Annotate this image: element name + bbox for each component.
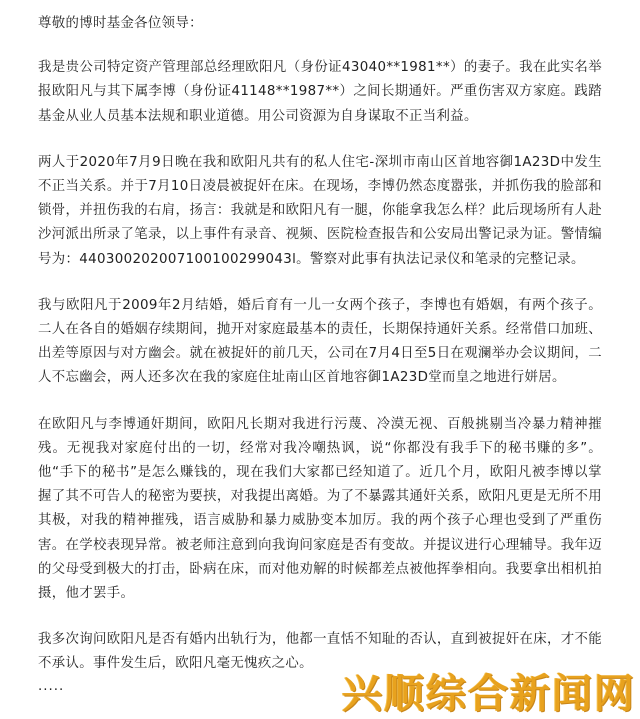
paragraph-3: 我与欧阳凡于2009年2月结婚，婚后育有一儿一女两个孩子，李博也有婚姻，有两个孩子。二人在各自的婚姻存续期间，抛开对家庭最基本的责任，长期保持通奸关系。经常借口加班、出差等原因与对方幽会。就在被捉奸的前几天，公司在7月4日至5日在观澜举办会议期间，二人不忘幽会，两人还多次在我的家庭住址南山区首地容御1A23D堂而皇之地进行姘居。 xyxy=(38,297,602,386)
salutation: 尊敬的博时基金各位领导： xyxy=(38,16,203,31)
watermark-logo xyxy=(342,666,636,717)
watermark-text: 兴顺综合新闻网 xyxy=(342,670,636,717)
paragraph-2: 两人于2020年7月9日晚在我和欧阳凡共有的私人住宅-深圳市南山区首地容御1A23D中发生不正当关系。并于7月10日凌晨被捉奸在床。在现场，李博仍然态度嚣张，并抓伤我的脸部和锁骨，并扭伤我的右肩，扬言：我就是和欧阳凡有一腿，你能拿我怎么样？此后现场所有人赴沙河派出所录了笔录，以上事件有录音、视频、医院检查报告和公安局出警记录为证。警情编号为：440300202007100100299043l。警察对此事有执法记录仪和笔录的完整记录。 xyxy=(38,154,602,267)
paragraph-5: 我多次询问欧阳凡是否有婚内出轨行为，他都一直恬不知耻的否认，直到被捉奸在床，才不能不承认。事件发生后，欧阳凡毫无愧疚之心。 xyxy=(38,632,602,672)
paragraph-4: 在欧阳凡与李博通奸期间，欧阳凡长期对我进行污蔑、冷漠无视、百般挑剔当冷暴力精神摧残。无视我对家庭付出的一切，经常对我冷嘲热讽，说“你都没有我手下的秘书赚的多”。他“手下的秘书”是怎么赚钱的，现在我们大家都已经知道了。近几个月，欧阳凡被李博以掌握了其不可告人的秘密为要挟，对我提出离婚。为了不暴露其通奸关系，欧阳凡更是无所不用其极，对我的精神摧残，语言威胁和暴力威胁变本加厉。我的两个孩子心理也受到了严重伤害。在学校表现异常。被老师注意到向我询问家庭是否有变故。并提议进行心理辅导。我年迈的父母受到极大的打击，卧病在床，而对他劝解的时候都差点被他挥拳相向。我要拿出相机拍摄，他才罢手。 xyxy=(38,416,602,602)
paragraph-1: 我是贵公司特定资产管理部总经理欧阳凡（身份证43040**1981**）的妻子。我在此实名举报欧阳凡与其下属李博（身份证41148**1987**）之间长期通奸。严重伤害双方家庭。践踏基金从业人员基本法规和职业道德。用公司资源为自身谋取不正当利益。 xyxy=(38,60,602,124)
continuation-ellipsis: ..... xyxy=(38,678,65,694)
